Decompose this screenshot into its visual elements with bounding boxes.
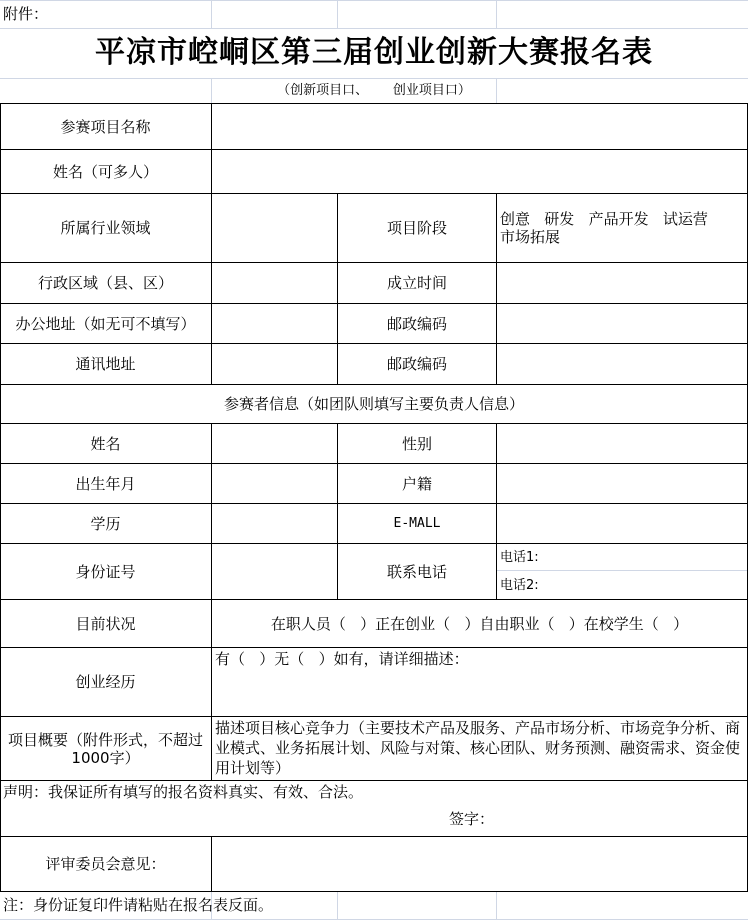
form-title: 平凉市崆峒区第三届创业创新大赛报名表 <box>95 35 653 70</box>
id-number-label: 身份证号 <box>75 562 136 581</box>
mailing-address-field[interactable] <box>212 344 337 384</box>
hukou-label: 户籍 <box>401 474 432 493</box>
review-label: 评审委员会意见： <box>45 855 166 873</box>
phone1-field[interactable]: 电话1: <box>500 549 539 565</box>
postal-code-field[interactable] <box>497 304 747 343</box>
industry-label: 所属行业领域 <box>60 219 151 237</box>
status-options[interactable]: 在职人员（ ）正在创业（ ）自由职业（ ）在校学生（ ） <box>270 614 689 633</box>
mailing-address-label: 通讯地址 <box>75 355 136 373</box>
project-type-selector: （创新项目口、 创业项目口） <box>277 83 471 98</box>
project-name-field[interactable] <box>212 104 747 149</box>
email-field[interactable] <box>497 504 747 543</box>
education-label: 学历 <box>90 514 121 533</box>
postal-code-field[interactable] <box>497 344 747 384</box>
birth-label: 出生年月 <box>75 474 136 493</box>
gridline <box>211 0 212 28</box>
office-address-label: 办公地址（如无可不填写） <box>15 314 196 333</box>
attachment-label: 附件： <box>3 5 49 23</box>
gender-label: 性别 <box>401 434 432 453</box>
postal-code-label: 邮政编码 <box>386 314 447 333</box>
gridline <box>496 570 748 571</box>
gridline <box>0 78 748 79</box>
name-field[interactable] <box>212 424 337 463</box>
gridline <box>496 0 497 28</box>
name-label: 姓名 <box>90 434 121 453</box>
gridline <box>496 892 497 920</box>
postal-code-label: 邮政编码 <box>386 355 447 373</box>
experience-label: 创业经历 <box>75 673 136 691</box>
stage-label: 项目阶段 <box>386 219 447 237</box>
phone-label: 联系电话 <box>386 562 447 581</box>
gender-field[interactable] <box>497 424 747 463</box>
founded-field[interactable] <box>497 263 747 303</box>
gridline <box>0 28 748 29</box>
name-multi-label: 姓名（可多人） <box>52 162 158 181</box>
table-border <box>0 891 748 892</box>
phone2-field[interactable]: 电话2: <box>500 577 539 593</box>
signature-label: 签字： <box>449 810 495 828</box>
id-number-field[interactable] <box>212 544 337 599</box>
review-field[interactable] <box>212 837 747 891</box>
name-multi-field[interactable] <box>212 150 747 193</box>
district-label: 行政区域（县、区） <box>37 274 173 292</box>
note-text: 注：身份证复印件请粘贴在报名表反面。 <box>3 896 274 914</box>
birth-field[interactable] <box>212 464 337 503</box>
stage-options[interactable]: 创意 研发 产品开发 试运营 市场拓展 <box>500 210 708 246</box>
office-address-field[interactable] <box>212 304 337 343</box>
email-label: E-MALL <box>393 515 441 531</box>
summary-field[interactable]: 描述项目核心竞争力（主要技术产品及服务、产品市场分析、市场竞争分析、商业模式、业务拓展计划、风险与对策、核心团队、财务预测、融资需求、资金使用计划等） <box>215 719 741 777</box>
experience-field[interactable]: 有（ ）无（ ）如有，请详细描述： <box>215 650 469 668</box>
education-field[interactable] <box>212 504 337 543</box>
industry-field[interactable] <box>212 194 337 262</box>
status-label: 目前状况 <box>75 614 136 633</box>
summary-label: 项目概要（附件形式，不超过1000字） <box>7 730 203 767</box>
gridline <box>337 0 338 28</box>
hukou-field[interactable] <box>497 464 747 503</box>
project-name-label: 参赛项目名称 <box>60 117 151 136</box>
gridline <box>337 892 338 920</box>
founded-label: 成立时间 <box>386 274 447 292</box>
gridline <box>0 0 748 1</box>
district-field[interactable] <box>212 263 337 303</box>
declaration-text: 声明：我保证所有填写的报名资料真实、有效、合法。 <box>3 783 364 801</box>
participant-info-heading: 参赛者信息（如团队则填写主要负责人信息） <box>223 395 524 413</box>
